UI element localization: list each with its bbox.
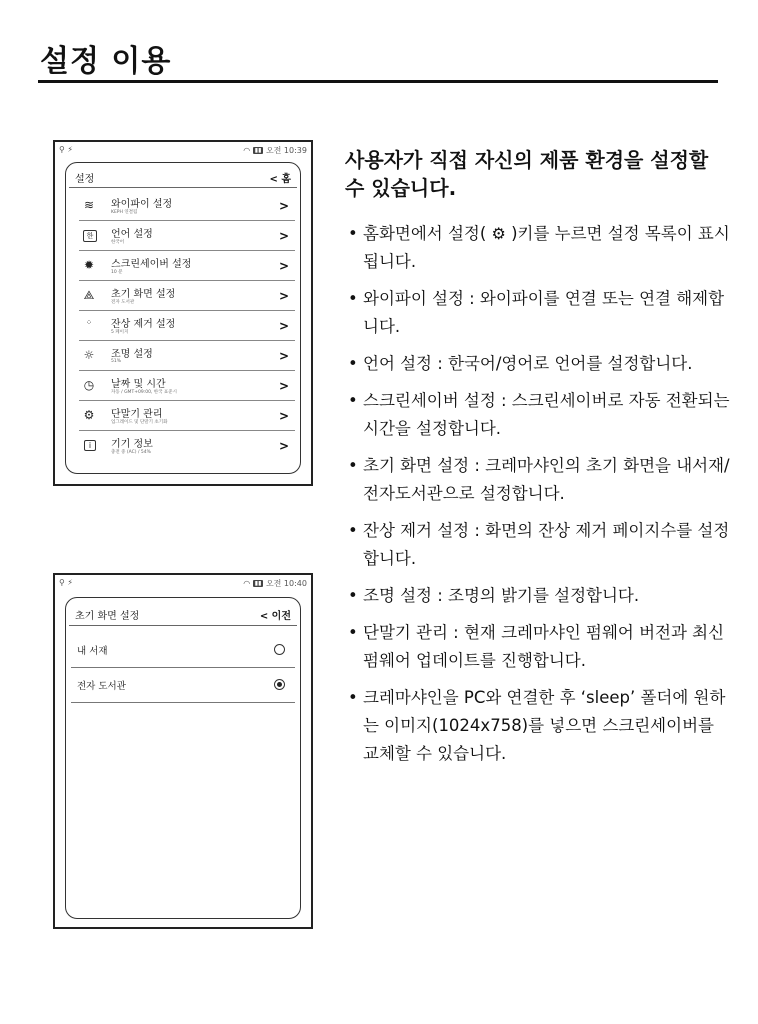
status-right <box>243 145 307 156</box>
wifi-icon: ≋ <box>83 198 95 212</box>
dots-icon: ⁘ <box>85 318 93 327</box>
item-sub: 10 분 <box>111 270 123 275</box>
light-icon: ☼ <box>83 348 95 362</box>
option-my-library[interactable] <box>71 633 295 668</box>
title-divider <box>38 80 718 83</box>
settings-item-home-screen[interactable] <box>79 282 295 311</box>
settings-item-light[interactable] <box>79 342 295 371</box>
status-time: 오전 10:39 <box>265 146 307 155</box>
settings-item-info[interactable] <box>79 432 295 460</box>
page-title: 설정 이용 <box>40 44 172 79</box>
radio-button-selected[interactable] <box>274 679 285 690</box>
settings-header <box>69 170 297 186</box>
info-icon: i <box>84 440 96 451</box>
status-right <box>243 578 307 589</box>
list-item: • 초기 화면 설정 : 크레마샤인의 초기 화면을 내서재/전자도서관으로 설정합니다. <box>345 452 735 508</box>
sun-icon: ✹ <box>83 258 95 272</box>
back-button[interactable]: < 이전 <box>259 611 291 622</box>
item-label: 조명 설정 <box>111 349 153 360</box>
list-item <box>345 220 735 276</box>
home-button[interactable]: < 홈 <box>269 174 291 185</box>
status-time: 오전 10:40 <box>265 579 307 588</box>
list-item: • 스크린세이버 설정 : 스크린세이버로 자동 전환되는 시간을 설정합니다. <box>345 387 735 443</box>
chevron-right-icon: > <box>278 199 289 213</box>
item-label: 단말기 관리 <box>111 409 163 420</box>
chevron-right-icon: > <box>278 259 289 273</box>
item-label: 와이파이 설정 <box>111 199 173 210</box>
chevron-right-icon: > <box>278 349 289 363</box>
list-item: • 단말기 관리 : 현재 크레마샤인 펌웨어 버전과 최신 펌웨어 업데이트를 진행합니다. <box>345 619 735 675</box>
item-label: 잔상 제거 설정 <box>111 319 176 330</box>
home-screen-setting-screenshot <box>53 573 313 929</box>
settings-description-list <box>345 220 735 777</box>
settings-item-datetime[interactable] <box>79 372 295 401</box>
usb-icon: ⚲ ⚡ <box>59 145 74 154</box>
item-sub: 업그레이드 및 단말기 초기화 <box>111 420 168 425</box>
header-divider <box>69 187 297 188</box>
chevron-right-icon: > <box>278 439 289 453</box>
list-item: • 와이파이 설정 : 와이파이를 연결 또는 연결 해제합니다. <box>345 285 735 341</box>
wifi-status-icon: ◠ <box>243 146 251 155</box>
settings-item-ghosting[interactable] <box>79 312 295 341</box>
list-item: • 언어 설정 : 한국어/영어로 언어를 설정합니다. <box>345 350 735 378</box>
item-label: 언어 설정 <box>111 229 153 240</box>
chevron-right-icon: > <box>278 379 289 393</box>
battery-icon: ▮▮ <box>254 580 262 587</box>
list-item: • 잔상 제거 설정 : 화면의 잔상 제거 페이지수를 설정합니다. <box>345 517 735 573</box>
chevron-right-icon: > <box>278 289 289 303</box>
wifi-status-icon: ◠ <box>243 579 251 588</box>
status-bar <box>59 578 307 592</box>
bullet-text: 홈화면에서 설정( <box>363 224 487 243</box>
settings-title: 설정 <box>75 174 95 185</box>
battery-icon: ▮▮ <box>254 147 262 154</box>
item-sub: 자동 / GMT+09:00, 한국 표준시 <box>111 390 177 395</box>
device-gear-icon: ⚙ <box>83 408 95 422</box>
settings-item-screensaver[interactable] <box>79 252 295 281</box>
item-sub: KEPH 연결됨 <box>111 210 138 215</box>
status-bar <box>59 145 307 159</box>
item-label: 스크린세이버 설정 <box>111 259 192 270</box>
section-heading: 사용자가 직접 자신의 제품 환경을 설정할 수 있습니다. <box>345 148 709 200</box>
clock-icon: ◷ <box>83 378 95 392</box>
item-label: 초기 화면 설정 <box>111 289 176 300</box>
chevron-right-icon: > <box>278 229 289 243</box>
home-setting-title: 초기 화면 설정 <box>75 611 140 622</box>
option-e-library[interactable] <box>71 668 295 703</box>
chevron-right-icon: > <box>278 409 289 423</box>
item-sub: 5 페이지 <box>111 330 129 335</box>
language-icon: 한 <box>83 230 97 242</box>
usb-icon: ⚲ ⚡ <box>59 578 74 587</box>
chevron-right-icon: > <box>278 319 289 333</box>
settings-item-device[interactable] <box>79 402 295 431</box>
radio-button[interactable] <box>274 644 285 655</box>
bullet-text: )키를 누르면 설정 목록이 표시됩니다. <box>363 224 730 271</box>
item-sub: 전자 도서관 <box>111 300 135 305</box>
header-divider <box>69 625 297 626</box>
option-label: 내 서재 <box>77 646 108 657</box>
settings-gear-icon: ⚙ <box>491 224 506 243</box>
settings-item-wifi[interactable] <box>79 192 295 221</box>
option-label: 전자 도서관 <box>77 681 126 692</box>
home-setting-header <box>69 607 297 623</box>
item-sub: 51% <box>111 359 122 364</box>
settings-item-language[interactable] <box>79 222 295 251</box>
home-screen-icon: ⟁ <box>83 288 95 302</box>
settings-screenshot <box>53 140 313 486</box>
item-label: 날짜 및 시간 <box>111 379 166 390</box>
item-sub: 충전 중 (AC) / 54% <box>111 450 151 455</box>
item-sub: 한국어 <box>111 240 125 245</box>
list-item: • 조명 설정 : 조명의 밝기를 설정합니다. <box>345 582 735 610</box>
list-item: • 크레마샤인을 PC와 연결한 후 ‘sleep’ 폴더에 원하는 이미지(1024x758)를 넣으면 스크린세이버를 교체할 수 있습니다. <box>345 684 735 768</box>
item-label: 기기 정보 <box>111 439 153 450</box>
